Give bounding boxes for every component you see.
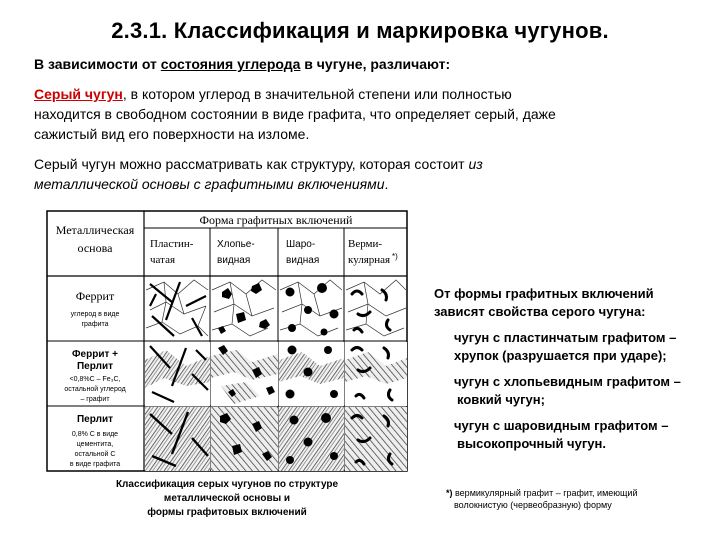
row-pearlite-sub-4: в виде графита — [69, 461, 121, 468]
row-ferrite-pearlite-sub-3: – графит — [80, 396, 110, 403]
col-vermicular-2: кулярная — [348, 254, 391, 266]
vermicular-footmark: *) — [392, 252, 398, 261]
structure-paragraph — [34, 154, 694, 194]
para2-line1-plain: Серый чугун можно рассматривать как структуру, которая состоит — [34, 156, 469, 172]
col-flake-1: Хлопье- — [217, 239, 255, 250]
para1-line2: находится в свободном состоянии в виде графита, что определяет серый, даже — [34, 106, 556, 122]
corner-line-2: основа — [77, 241, 113, 255]
intro-before: В зависимости от — [34, 56, 161, 72]
property-flake-line2: ковкий чугун; — [457, 392, 545, 407]
page-title: 2.3.1. Классификация и маркировка чугунов. — [111, 18, 609, 43]
properties-heading-2: зависят свойства серого чугуна: — [434, 304, 646, 319]
row-ferrite-pearlite-sub-1: <0,8%C – Fe₃C, — [69, 376, 121, 383]
properties-heading-1: От формы графитных включений — [434, 286, 654, 301]
row-ferrite-sub-1: углерод в виде — [70, 311, 120, 318]
micrograph-pearlite-lamellar — [145, 407, 210, 471]
row-pearlite-name: Перлит — [76, 414, 114, 425]
micrograph-ferrite-pearlite-flake — [211, 342, 278, 406]
micrograph-ferrite-pearlite-vermicular — [345, 342, 407, 406]
gray-iron-term: Серый чугун — [34, 86, 123, 102]
vermicular-footnote — [446, 487, 716, 511]
para2-line2-italic: металлической основы с графитными включениями — [34, 176, 385, 192]
property-lamellar-line2: хрупок (разрушается при ударе); — [454, 348, 667, 363]
col-spherical-1: Шаро- — [286, 239, 316, 250]
row-ferrite-pearlite-name2: Перлит — [76, 361, 114, 372]
caption-line-2: металлической основы и — [163, 493, 291, 504]
property-item-spherical — [454, 417, 704, 453]
figure-caption — [82, 478, 372, 520]
para2-line2-end: . — [384, 176, 389, 192]
micrograph-ferrite-pearlite-lamellar — [145, 342, 210, 406]
property-item-lamellar — [454, 329, 704, 365]
caption-line-3: формы графитовых включений — [147, 507, 307, 518]
col-flake-2: видная — [217, 255, 251, 266]
para1-line3: сажистый вид его поверхности на изломе. — [34, 126, 310, 142]
footnote-line1: вермикулярный графит – графит, имеющий — [452, 488, 638, 498]
graphite-shape-header: Форма графитных включений — [199, 213, 353, 227]
properties-block — [434, 285, 704, 453]
col-vermicular-1: Верми- — [348, 238, 383, 250]
corner-line-1: Металлическая — [55, 223, 135, 237]
micrograph-pearlite-vermicular — [345, 407, 407, 471]
footnote-mark: *) — [446, 488, 453, 498]
row-ferrite-sub-2: графита — [81, 321, 109, 328]
para1-line1: , в котором углерод в значительной степени или полностью — [122, 86, 512, 102]
micrograph-ferrite-pearlite-spherical — [279, 342, 344, 406]
caption-line-1: Классификация серых чугунов по структуре — [115, 479, 339, 490]
row-pearlite-sub-2: цементита, — [76, 441, 114, 448]
footnote-line2: волокнистую (червеобразную) форму — [454, 500, 612, 510]
property-flake-line1: чугун с хлопьевидным графитом – — [454, 374, 681, 389]
property-spherical-line1: чугун с шаровидным графитом – — [454, 418, 669, 433]
col-lamellar-1: Пластин- — [150, 238, 194, 250]
row-pearlite-sub-3: остальной C — [74, 451, 116, 458]
property-lamellar-line1: чугун с пластинчатым графитом – — [454, 330, 677, 345]
row-pearlite-sub-1: 0,8% C в виде — [71, 431, 119, 438]
row-ferrite-name: Феррит — [75, 289, 115, 303]
property-item-flake — [454, 373, 704, 409]
intro-line — [34, 56, 450, 72]
classification-figure — [46, 210, 408, 472]
col-lamellar-2: чатая — [150, 254, 176, 266]
row-ferrite-pearlite-sub-2: остальной углерод — [64, 386, 126, 393]
row-ferrite-pearlite-name: Феррит + — [72, 349, 118, 360]
micrograph-pearlite-flake — [211, 407, 278, 471]
micrograph-pearlite-spherical — [279, 407, 344, 471]
intro-underlined: состояния углерода — [160, 56, 301, 72]
para2-line1-italic: из — [468, 156, 483, 172]
col-spherical-2: видная — [286, 255, 320, 266]
gray-iron-definition — [34, 84, 694, 144]
intro-after: в чугуне, различают: — [300, 56, 451, 72]
property-spherical-line2: высокопрочный чугун. — [457, 436, 606, 451]
